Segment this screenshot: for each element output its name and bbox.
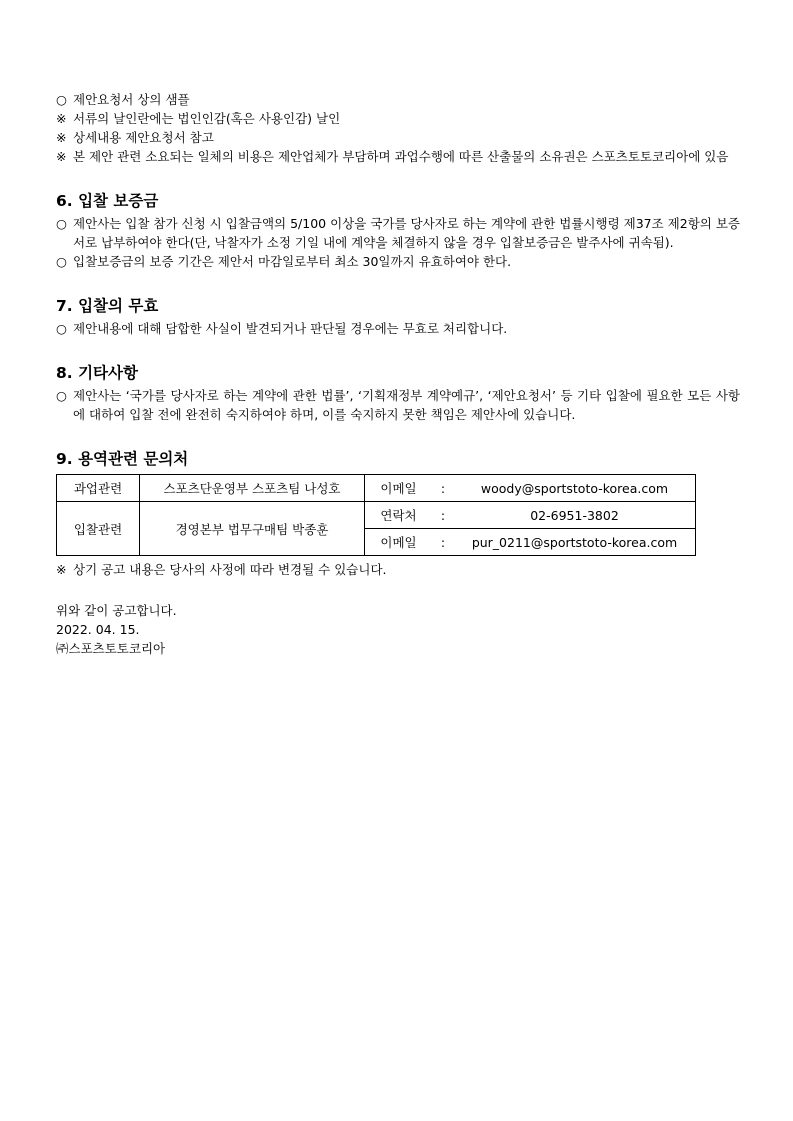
department-cell: 경영본부 법무구매팀 박종훈 [140, 502, 365, 556]
colon-cell: : [432, 475, 454, 502]
section-6-text: 입찰보증금의 보증 기간은 제안서 마감일로부터 최소 30일까지 유효하여야 한다. [73, 254, 512, 269]
circle-bullet-icon: ○ [56, 92, 67, 107]
table-row [57, 475, 696, 502]
intro-item [56, 90, 740, 109]
company-name: ㈜스포츠토토코리아 [56, 641, 166, 656]
section-6-text: 제안사는 입찰 참가 신청 시 입찰금액의 5/100 이상을 국가를 당사자로 하는 계약에 관한 법률시행령 제37조 제2항의 보증서로 납부하여야 한다(단, 낙찰자가 소정 기일 내에 계약을 체결하지 않을 경우 입찰보증금은 발주사에 귀속됨). [73, 216, 740, 250]
intro-item [56, 147, 740, 166]
table-note [56, 560, 740, 579]
reference-mark-icon: ※ [56, 111, 67, 126]
colon-cell: : [432, 502, 454, 529]
contact-value-cell: pur_0211@sportstoto-korea.com [454, 529, 696, 556]
announcement-date: 2022. 04. 15. [56, 622, 140, 637]
colon-cell: : [432, 529, 454, 556]
contact-table [56, 474, 696, 556]
contact-value-cell: woody@sportstoto-korea.com [454, 475, 696, 502]
reference-mark-icon: ※ [56, 149, 67, 164]
section-8-item [56, 386, 740, 424]
section-6-heading: 6. 입찰 보증금 [56, 192, 159, 210]
intro-text: 본 제안 관련 소요되는 일체의 비용은 제안업체가 부담하며 과업수행에 따른 산출물의 소유권은 스포츠토토코리아에 있음 [73, 149, 729, 164]
contact-label-cell: 이메일 [365, 475, 433, 502]
section-7-heading: 7. 입찰의 무효 [56, 297, 159, 315]
intro-item [56, 128, 740, 147]
category-cell: 입찰관련 [57, 502, 140, 556]
intro-text: 서류의 날인란에는 법인인감(혹은 사용인감) 날인 [73, 111, 341, 126]
section-7-text: 제안내용에 대해 담합한 사실이 발견되거나 판단될 경우에는 무효로 처리합니다. [73, 321, 508, 336]
closing-statement: 위와 같이 공고합니다. [56, 603, 177, 618]
contact-label-cell: 연락처 [365, 502, 433, 529]
contact-value-cell: 02-6951-3802 [454, 502, 696, 529]
reference-mark-icon: ※ [56, 130, 67, 145]
circle-bullet-icon: ○ [56, 216, 67, 231]
section-6-item [56, 252, 740, 271]
intro-item [56, 109, 740, 128]
intro-text: 제안요청서 상의 샘플 [73, 92, 190, 107]
table-row [57, 502, 696, 529]
reference-mark-icon: ※ [56, 562, 67, 577]
document-page [56, 90, 740, 658]
circle-bullet-icon: ○ [56, 321, 67, 336]
category-cell: 과업관련 [57, 475, 140, 502]
section-8-text: 제안사는 ‘국가를 당사자로 하는 계약에 관한 법률’, ‘기획재정부 계약예규’, ‘제안요청서’ 등 기타 입찰에 필요한 모든 사항에 대하여 입찰 전에 완전히 숙지하여야 하며, 이를 숙지하지 못한 책임은 제안사에 있습니다. [73, 388, 740, 422]
section-6-item [56, 214, 740, 252]
circle-bullet-icon: ○ [56, 254, 67, 269]
section-8-heading: 8. 기타사항 [56, 364, 138, 382]
section-9-heading: 9. 용역관련 문의처 [56, 450, 189, 468]
section-7-item [56, 319, 740, 338]
intro-text: 상세내용 제안요청서 참고 [73, 130, 214, 145]
circle-bullet-icon: ○ [56, 388, 67, 403]
table-note-text: 상기 공고 내용은 당사의 사정에 따라 변경될 수 있습니다. [73, 562, 387, 577]
contact-label-cell: 이메일 [365, 529, 433, 556]
department-cell: 스포츠단운영부 스포츠팀 나성호 [140, 475, 365, 502]
